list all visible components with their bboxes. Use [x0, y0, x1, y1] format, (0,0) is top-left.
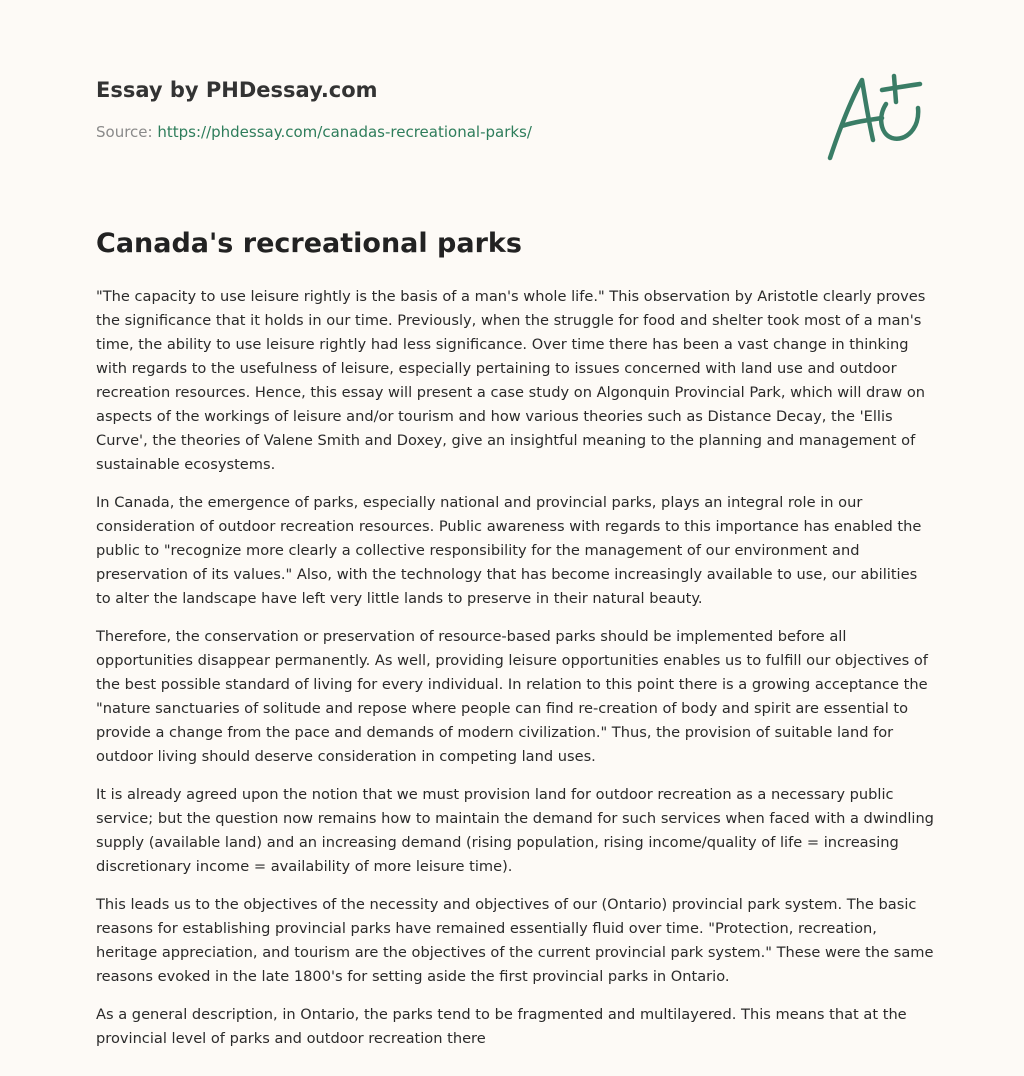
paragraph: This leads us to the objectives of the necessity and objectives of our (Ontario) provincial park system. The basic reasons for establishing provincial parks have remained essentially fluid over time. "Protection, recreation, heritage appreciation, and tourism are the objectives of the current provincial park system." These were the same reasons evoked in the late 1800's for setting aside the first provincial parks in Ontario.: [96, 896, 934, 985]
site-title: Essay by PHDessay.com: [96, 78, 378, 102]
paragraph: "The capacity to use leisure rightly is the basis of a man's whole life." This observation by Aristotle clearly proves the significance that it holds in our time. Previously, when the struggle for food and shelter took most of a man's time, the ability to use leisure rightly had less significance. Over time there has been a vast change in thinking with regards to the usefulness of leisure, especially pertaining to issues concerned with land use and outdoor recreation resources. Hence, this essay will present a case study on Algonquin Provincial Park, which will draw on aspects of the workings of leisure and/or tourism and how various theories such as Distance Decay, the 'Ellis Curve', the theories of Valene Smith and Doxey, give an insightful meaning to the planning and management of sustainable ecosystems.: [96, 288, 926, 473]
paragraph: In Canada, the emergence of parks, especially national and provincial parks, plays an integral role in our consideration of outdoor recreation resources. Public awareness with regards to this importance has enabled the public to "recognize more clearly a collective responsibility for the management of our environment and preservation of its values." Also, with the technology that has become increasingly available to use, our abilities to alter the landscape have left very little lands to preserve in their natural beauty.: [96, 494, 922, 607]
paragraph: It is already agreed upon the notion that we must provision land for outdoor recreation as a necessary public service; but the question now remains how to maintain the demand for such services when faced with a dwindling supply (available land) and an increasing demand (rising population, rising income/quality of life = increasing discretionary income = availability of more leisure time).: [96, 786, 934, 875]
paragraph: Therefore, the conservation or preservation of resource-based parks should be implemented before all opportunities disappear permanently. As well, providing leisure opportunities enables us to fulfill our objectives of the best possible standard of living for every individual. In relation to this point there is a growing acceptance the "nature sanctuaries of solitude and repose where people can find re-creation of body and spirit are essential to provide a change from the pace and demands of modern civilization." Thus, the provision of suitable land for outdoor living should deserve consideration in competing land uses.: [96, 628, 928, 765]
a-plus-logo-icon: [824, 68, 928, 164]
essay-body: [96, 285, 936, 1065]
source-line: [96, 122, 936, 142]
paragraph: As a general description, in Ontario, the parks tend to be fragmented and multilayered. This means that at the provincial level of parks and outdoor recreation there: [96, 1006, 907, 1047]
document-header: [96, 76, 936, 186]
page-title: Canada's recreational parks: [96, 228, 522, 259]
source-link[interactable]: https://phdessay.com/canadas-recreational-parks/: [157, 123, 532, 141]
source-label: Source:: [96, 123, 153, 141]
